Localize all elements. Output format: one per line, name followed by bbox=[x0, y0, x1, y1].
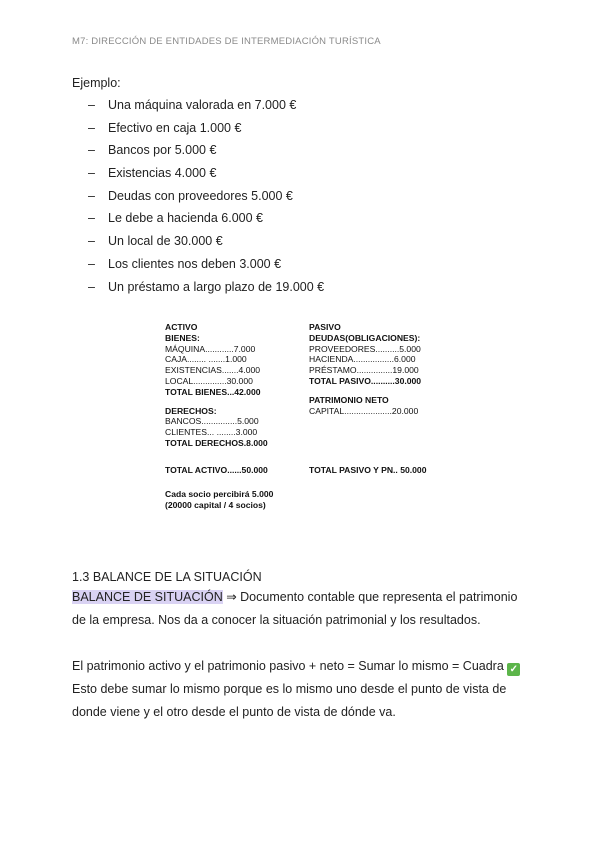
explanation-text: Esto debe sumar lo mismo porque es lo mismo uno desde el punto de vista de donde viene y el otro desde el punto de vista de dónde va. bbox=[72, 682, 507, 719]
list-item-text: Efectivo en caja 1.000 € bbox=[108, 120, 242, 135]
total-pasivo-pn: TOTAL PASIVO Y PN.. 50.000 bbox=[309, 465, 427, 475]
capital-row: CAPITAL....................20.000 bbox=[309, 405, 419, 416]
list-item-text: Bancos por 5.000 € bbox=[108, 143, 217, 158]
balance-table bbox=[165, 322, 455, 512]
deudas-row: PROVEEDORES..........5.000 bbox=[309, 343, 421, 354]
total-activo: TOTAL ACTIVO......50.000 bbox=[165, 465, 268, 475]
activo-column bbox=[165, 322, 305, 449]
list-item-text: Existencias 4.000 € bbox=[108, 166, 217, 181]
dash-bullet: – bbox=[88, 120, 95, 135]
bienes-heading: BIENES: bbox=[165, 332, 200, 343]
total-pasivo: TOTAL PASIVO..........30.000 bbox=[309, 375, 422, 386]
list-item-text: Un local de 30.000 € bbox=[108, 234, 223, 249]
derechos-row: BANCOS...............5.000 bbox=[165, 416, 259, 427]
deudas-heading: DEUDAS(OBLIGACIONES): bbox=[309, 332, 421, 343]
bienes-row: LOCAL..............30.000 bbox=[165, 375, 253, 386]
list-item bbox=[88, 211, 324, 234]
note-line: (20000 capital / 4 socios) bbox=[165, 499, 266, 510]
list-item bbox=[88, 98, 324, 121]
derechos-row: CLIENTES... ........3.000 bbox=[165, 427, 258, 438]
dash-bullet: – bbox=[88, 98, 95, 112]
dash-bullet: – bbox=[88, 256, 95, 271]
page-header: M7: DIRECCIÓN DE ENTIDADES DE INTERMEDIACIÓN TURÍSTICA bbox=[72, 36, 381, 47]
list-item bbox=[88, 143, 324, 166]
dash-bullet: – bbox=[88, 166, 95, 181]
example-label: Ejemplo: bbox=[72, 76, 121, 90]
definition-paragraph bbox=[72, 586, 532, 632]
list-item bbox=[88, 234, 324, 257]
bienes-row: CAJA........ .......1.000 bbox=[165, 354, 247, 365]
section-title: 1.3 BALANCE DE LA SITUACIÓN bbox=[72, 570, 262, 584]
derechos-heading: DERECHOS: bbox=[165, 405, 217, 416]
deudas-row: PRÉSTAMO...............19.000 bbox=[309, 365, 419, 376]
activo-heading: ACTIVO bbox=[165, 322, 198, 332]
list-item bbox=[88, 189, 324, 212]
equation-paragraph bbox=[72, 655, 532, 724]
dash-bullet: – bbox=[88, 279, 95, 294]
dash-bullet: – bbox=[88, 234, 95, 249]
socio-note bbox=[165, 489, 273, 511]
patrimonio-heading: PATRIMONIO NETO bbox=[309, 394, 389, 405]
example-list bbox=[88, 98, 324, 302]
dash-bullet: – bbox=[88, 188, 95, 203]
list-item-text: Una máquina valorada en 7.000 € bbox=[108, 98, 297, 112]
check-mark-icon: ✓ bbox=[507, 663, 520, 676]
pasivo-column bbox=[309, 322, 459, 416]
dash-bullet: – bbox=[88, 211, 95, 226]
equation-text: El patrimonio activo y el patrimonio pasivo + neto = Sumar lo mismo = Cuadra bbox=[72, 659, 504, 673]
bienes-row: EXISTENCIAS.......4.000 bbox=[165, 365, 261, 376]
note-line: Cada socio percibirá 5.000 bbox=[165, 489, 274, 499]
total-derechos: TOTAL DERECHOS.8.000 bbox=[165, 437, 268, 448]
list-item bbox=[88, 121, 324, 144]
pasivo-heading: PASIVO bbox=[309, 322, 341, 332]
bienes-row: MÁQUINA............7.000 bbox=[165, 343, 256, 354]
highlighted-term: BALANCE DE SITUACIÓN bbox=[72, 590, 223, 604]
list-item bbox=[88, 166, 324, 189]
list-item bbox=[88, 280, 324, 303]
list-item bbox=[88, 257, 324, 280]
list-item-text: Un préstamo a largo plazo de 19.000 € bbox=[108, 279, 325, 294]
definition-text: ⇒ Documento contable que representa el patrimonio de la empresa. Nos da a conocer la situación patrimonial y los resultados. bbox=[72, 590, 518, 627]
deudas-row: HACIENDA.................6.000 bbox=[309, 354, 416, 365]
dash-bullet: – bbox=[88, 143, 95, 158]
list-item-text: Le debe a hacienda 6.000 € bbox=[108, 211, 263, 226]
total-bienes: TOTAL BIENES...42.000 bbox=[165, 386, 261, 397]
list-item-text: Los clientes nos deben 3.000 € bbox=[108, 256, 282, 271]
list-item-text: Deudas con proveedores 5.000 € bbox=[108, 188, 293, 203]
